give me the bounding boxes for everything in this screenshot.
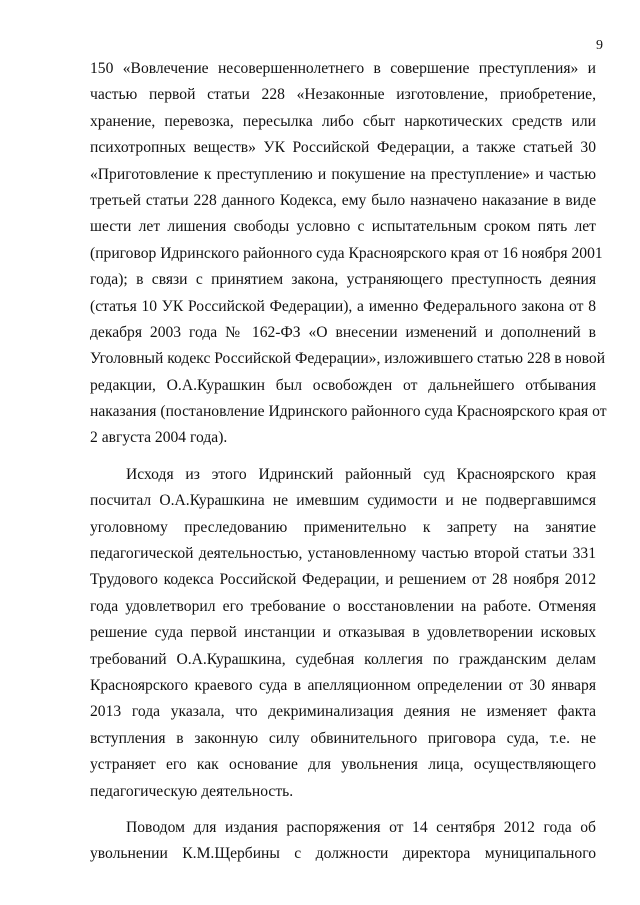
- text-line: шести лет лишения свободы условно с испытательным сроком пять лет: [90, 218, 596, 236]
- text-line: педагогической деятельностью, установленному частью второй статьи 331: [90, 545, 596, 563]
- text-line: Поводом для издания распоряжения от 14 сентября 2012 года об: [126, 818, 596, 836]
- paragraph: [90, 815, 596, 868]
- text-line: 2013 года указала, что декриминализация деяния не изменяет факта: [90, 703, 596, 721]
- text-line: частью первой статьи 228 «Незаконные изготовление, приобретение,: [90, 86, 596, 104]
- text-line: третьей статьи 228 данного Кодекса, ему было назначено наказание в виде: [90, 191, 596, 209]
- text-line: 150 «Вовлечение несовершеннолетнего в совершение преступления» и: [90, 60, 596, 77]
- paragraph-gap: [90, 805, 596, 815]
- text-line: декабря 2003 года № 162-ФЗ «О внесении изменений и дополнений в: [90, 323, 596, 341]
- text-line: Красноярского краевого суда в апелляционном определении от 30 января: [90, 676, 596, 694]
- text-line: педагогическую деятельность.: [90, 782, 294, 800]
- text-line: устраняет его как основание для увольнения лица, осуществляющего: [90, 756, 596, 774]
- text-line: уголовному преследованию применительно к запрету на занятие: [90, 518, 596, 536]
- text-line: редакции, О.А.Курашкин был освобожден от дальнейшего отбывания: [90, 376, 596, 394]
- document-body: [90, 56, 607, 868]
- text-line: «Приготовление к преступлению и покушение на преступление» и частью: [90, 165, 596, 183]
- text-line: хранение, перевозка, пересылка либо сбыт наркотических средств или: [90, 112, 596, 130]
- text-line: (приговор Идринского районного суда Красноярского края от 16 ноября 2001: [90, 244, 603, 262]
- text-line: психотропных веществ» УК Российской Федерации, а также статьей 30: [90, 139, 596, 157]
- text-line: года); в связи с принятием закона, устраняющего преступность деяния: [90, 271, 596, 289]
- text-line: решение суда первой инстанции и отказывая в удовлетворении исковых: [90, 624, 596, 642]
- paragraph: [90, 462, 596, 805]
- text-line: увольнении К.М.Щербины с должности директора муниципального: [90, 845, 596, 863]
- text-line: наказания (постановление Идринского районного суда Красноярского края от: [90, 403, 607, 421]
- text-line: (статья 10 УК Российской Федерации), а именно Федерального закона от 8: [90, 297, 596, 315]
- text-line: Уголовный кодекс Российской Федерации», изложившего статью 228 в новой: [90, 350, 606, 368]
- page-number: 9: [596, 38, 603, 53]
- text-line: Трудового кодекса Российской Федерации, и решением от 28 ноября 2012: [90, 571, 596, 589]
- text-line: 2 августа 2004 года).: [90, 429, 228, 447]
- paragraph: [90, 56, 607, 452]
- text-line: вступления в законную силу обвинительного приговора суда, т.е. не: [90, 729, 596, 747]
- text-line: посчитал О.А.Курашкина не имевшим судимости и не подвергавшимся: [90, 492, 596, 510]
- text-line: требований О.А.Курашкина, судебная коллегия по гражданским делам: [90, 650, 596, 668]
- text-line: года удовлетворил его требование о восстановлении на работе. Отменяя: [90, 597, 596, 615]
- text-line: Исходя из этого Идринский районный суд Красноярского края: [126, 465, 596, 483]
- paragraph-gap: [90, 452, 596, 462]
